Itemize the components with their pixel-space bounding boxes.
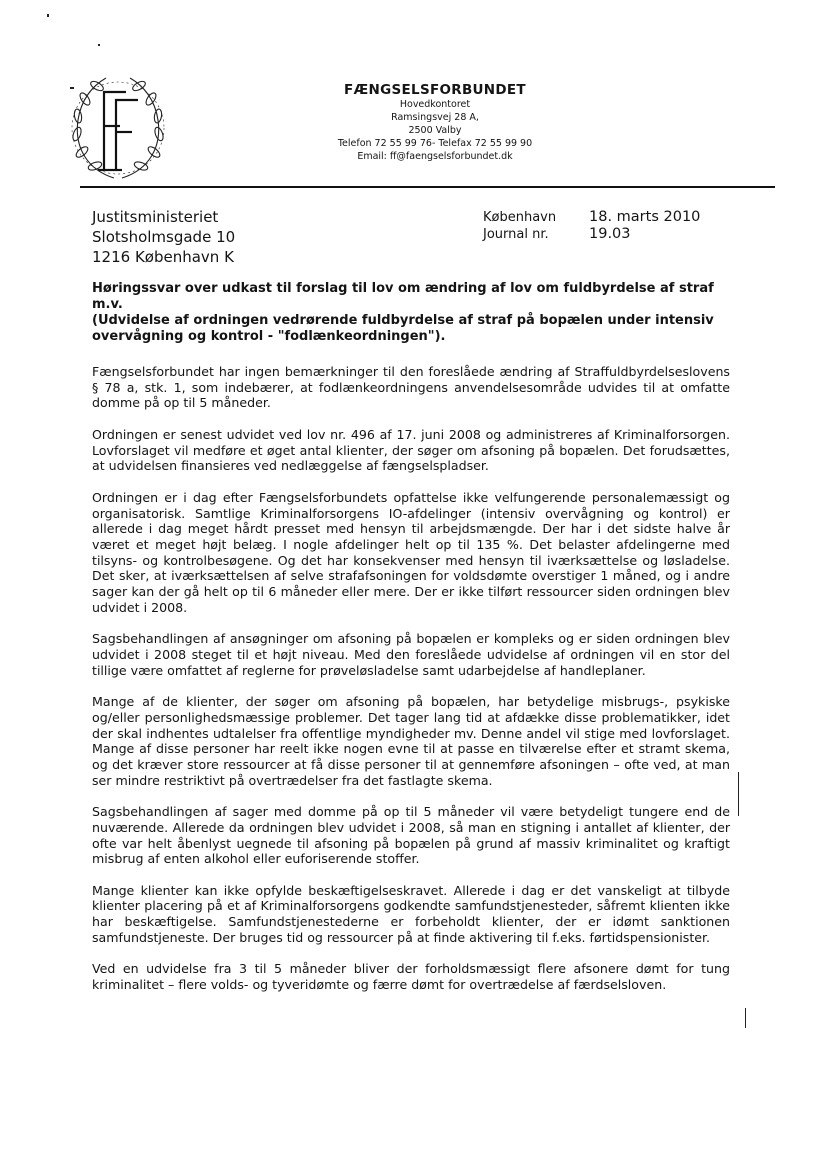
scan-speck	[47, 14, 49, 17]
margin-mark	[745, 1008, 746, 1028]
letter-date: 18. marts 2010	[589, 209, 701, 225]
ff-wreath-logo-icon	[68, 70, 168, 188]
journal-row	[483, 226, 700, 243]
body-paragraph: Sagsbehandlingen af sager med domme på op til 5 måneder vil være betydeligt tungere end de nuværende. Allerede da ordningen blev udvidet i 2008, så man en stigning i antallet af klienter, der ofte var helt åbenlyst uegnede til afsoning på bopælen på grund af massiv kriminalitet og kraftigt misbrug af enten alkohol eller euforiserende stoffer.	[92, 804, 730, 867]
body-paragraph: Mange af de klienter, der søger om afsoning på bopælen, har betydelige misbrugs-, psykiske og/eller personlighedsmæssige problemer. Det tager lang tid at afdække disse problematikker, idet der skal indhentes udtalelser fra offentlige myndigheder mv. Denne andel vil stige med lovforslaget. Mange af disse personer har reelt ikke nogen evne til at passe en tilværelse efter et stramt skema, og det kræver store ressourcer at få disse personer til at gennemføre afsoningen – ofte ved, at man ser mindre restriktivt på overtrædelser fra det fastlagte skema.	[92, 694, 730, 788]
margin-mark	[738, 772, 739, 816]
body-paragraph: Ordningen er i dag efter Fængselsforbundets opfattelse ikke velfungerende personalemæssigt og organisatorisk. Samtlige Kriminalforsorgens IO-afdelinger (intensiv overvågning og kontrol) er allerede i dag meget hårdt presset med hensyn til arbejdsmængde. Der har i det sidste halve år været et meget højt belæg. I nogle afdelinger helt op til 135 %. Det belaster afdelingerne med tilsyns- og kontrolbesøgene. Og det har konsekvenser med hensyn til iværksættelse og løsladelse. Det sker, at iværksættelsen af selve strafafsoningen for voldsdømte overstiger 1 måned, og i andre sager kan der gå helt op til 6 måneder eller mere. Der er ikke tilført ressourcer siden ordningen blev udvidet i 2008.	[92, 489, 730, 615]
recipient-line: Justitsministeriet	[92, 208, 219, 226]
scan-speck	[98, 44, 100, 46]
organization-name: FÆNGSELSFORBUNDET	[344, 82, 526, 98]
street-address: Ramsingsvej 28 A,	[391, 112, 479, 123]
journal-label: Journal nr.	[483, 227, 549, 242]
body-paragraph: Sagsbehandlingen af ansøgninger om afsoning på bopælen er kompleks og er siden ordningen blev udvidet i 2008 steget til et højt niveau. Med den foreslåede udvidelse af ordningen vil en stor del tillige være omfattet af reglerne for prøveløsladelse samt udarbejdelse af handleplaner.	[92, 631, 730, 678]
phone-fax: Telefon 72 55 99 76- Telefax 72 55 99 90	[337, 138, 533, 149]
journal-number: 19.03	[589, 226, 631, 242]
recipient-address	[92, 207, 235, 267]
body-paragraph: Fængselsforbundet har ingen bemærkninger til den foreslåede ændring af Straffuldbyrdelseslovens § 78 a, stk. 1, som indebærer, at fodlænkeordningens anvendelsesområde udvides til at omfatte domme på op til 5 måneder.	[92, 364, 730, 411]
office-name: Hovedkontoret	[399, 99, 471, 110]
date-row	[483, 209, 700, 226]
subject-title: Høringssvar over udkast til forslag til lov om ændring af lov om fuldbyrdelse af straf m.v.	[92, 281, 714, 312]
email-address: Email: ff@faengselsforbundet.dk	[357, 151, 513, 162]
letterhead-divider	[80, 186, 775, 188]
subject-subtitle: (Udvidelse af ordningen vedrørende fuldbyrdelse af straf på bopælen under intensiv overvågning og kontrol - "fodlænkeordningen").	[92, 313, 714, 344]
letter-meta	[483, 209, 700, 243]
body-paragraph: Ved en udvidelse fra 3 til 5 måneder bliver der forholdsmæssigt flere afsonere dømt for tung kriminalitet – flere volds- og tyveridømte og færre dømt for overtrædelse af færdselsloven.	[92, 961, 730, 993]
body-paragraph: Ordningen er senest udvidet ved lov nr. 496 af 17. juni 2008 og administreres af Kriminalforsorgen. Lovforslaget vil medføre et øget antal klienter, der søger om afsoning på bopælen. Det forudsættes, at udvidelsen finansieres ved nedlæggelse af fængselspladser.	[92, 426, 730, 474]
body-paragraph: Mange klienter kan ikke opfylde beskæftigelseskravet. Allerede i dag er det vanskeligt at tilbyde klienter placering på et af Kriminalforsorgens godkendte samfundstjenesteder, såfremt klienten ikke har beskæftigelse. Samfundstjenestederne er forbeholdt klienter, der er idømt sanktionen samfundstjeneste. Der bruges tid og ressourcer på at finde aktivering til f.eks. førtidspensionister.	[92, 882, 730, 945]
city-address: 2500 Valby	[408, 125, 462, 136]
recipient-line: Slotsholmsgade 10	[92, 228, 236, 246]
letter-body	[92, 364, 730, 1009]
letterhead	[300, 82, 570, 163]
place-label: København	[483, 210, 557, 225]
letter-subject	[92, 281, 742, 345]
recipient-line: 1216 København K	[92, 248, 234, 266]
